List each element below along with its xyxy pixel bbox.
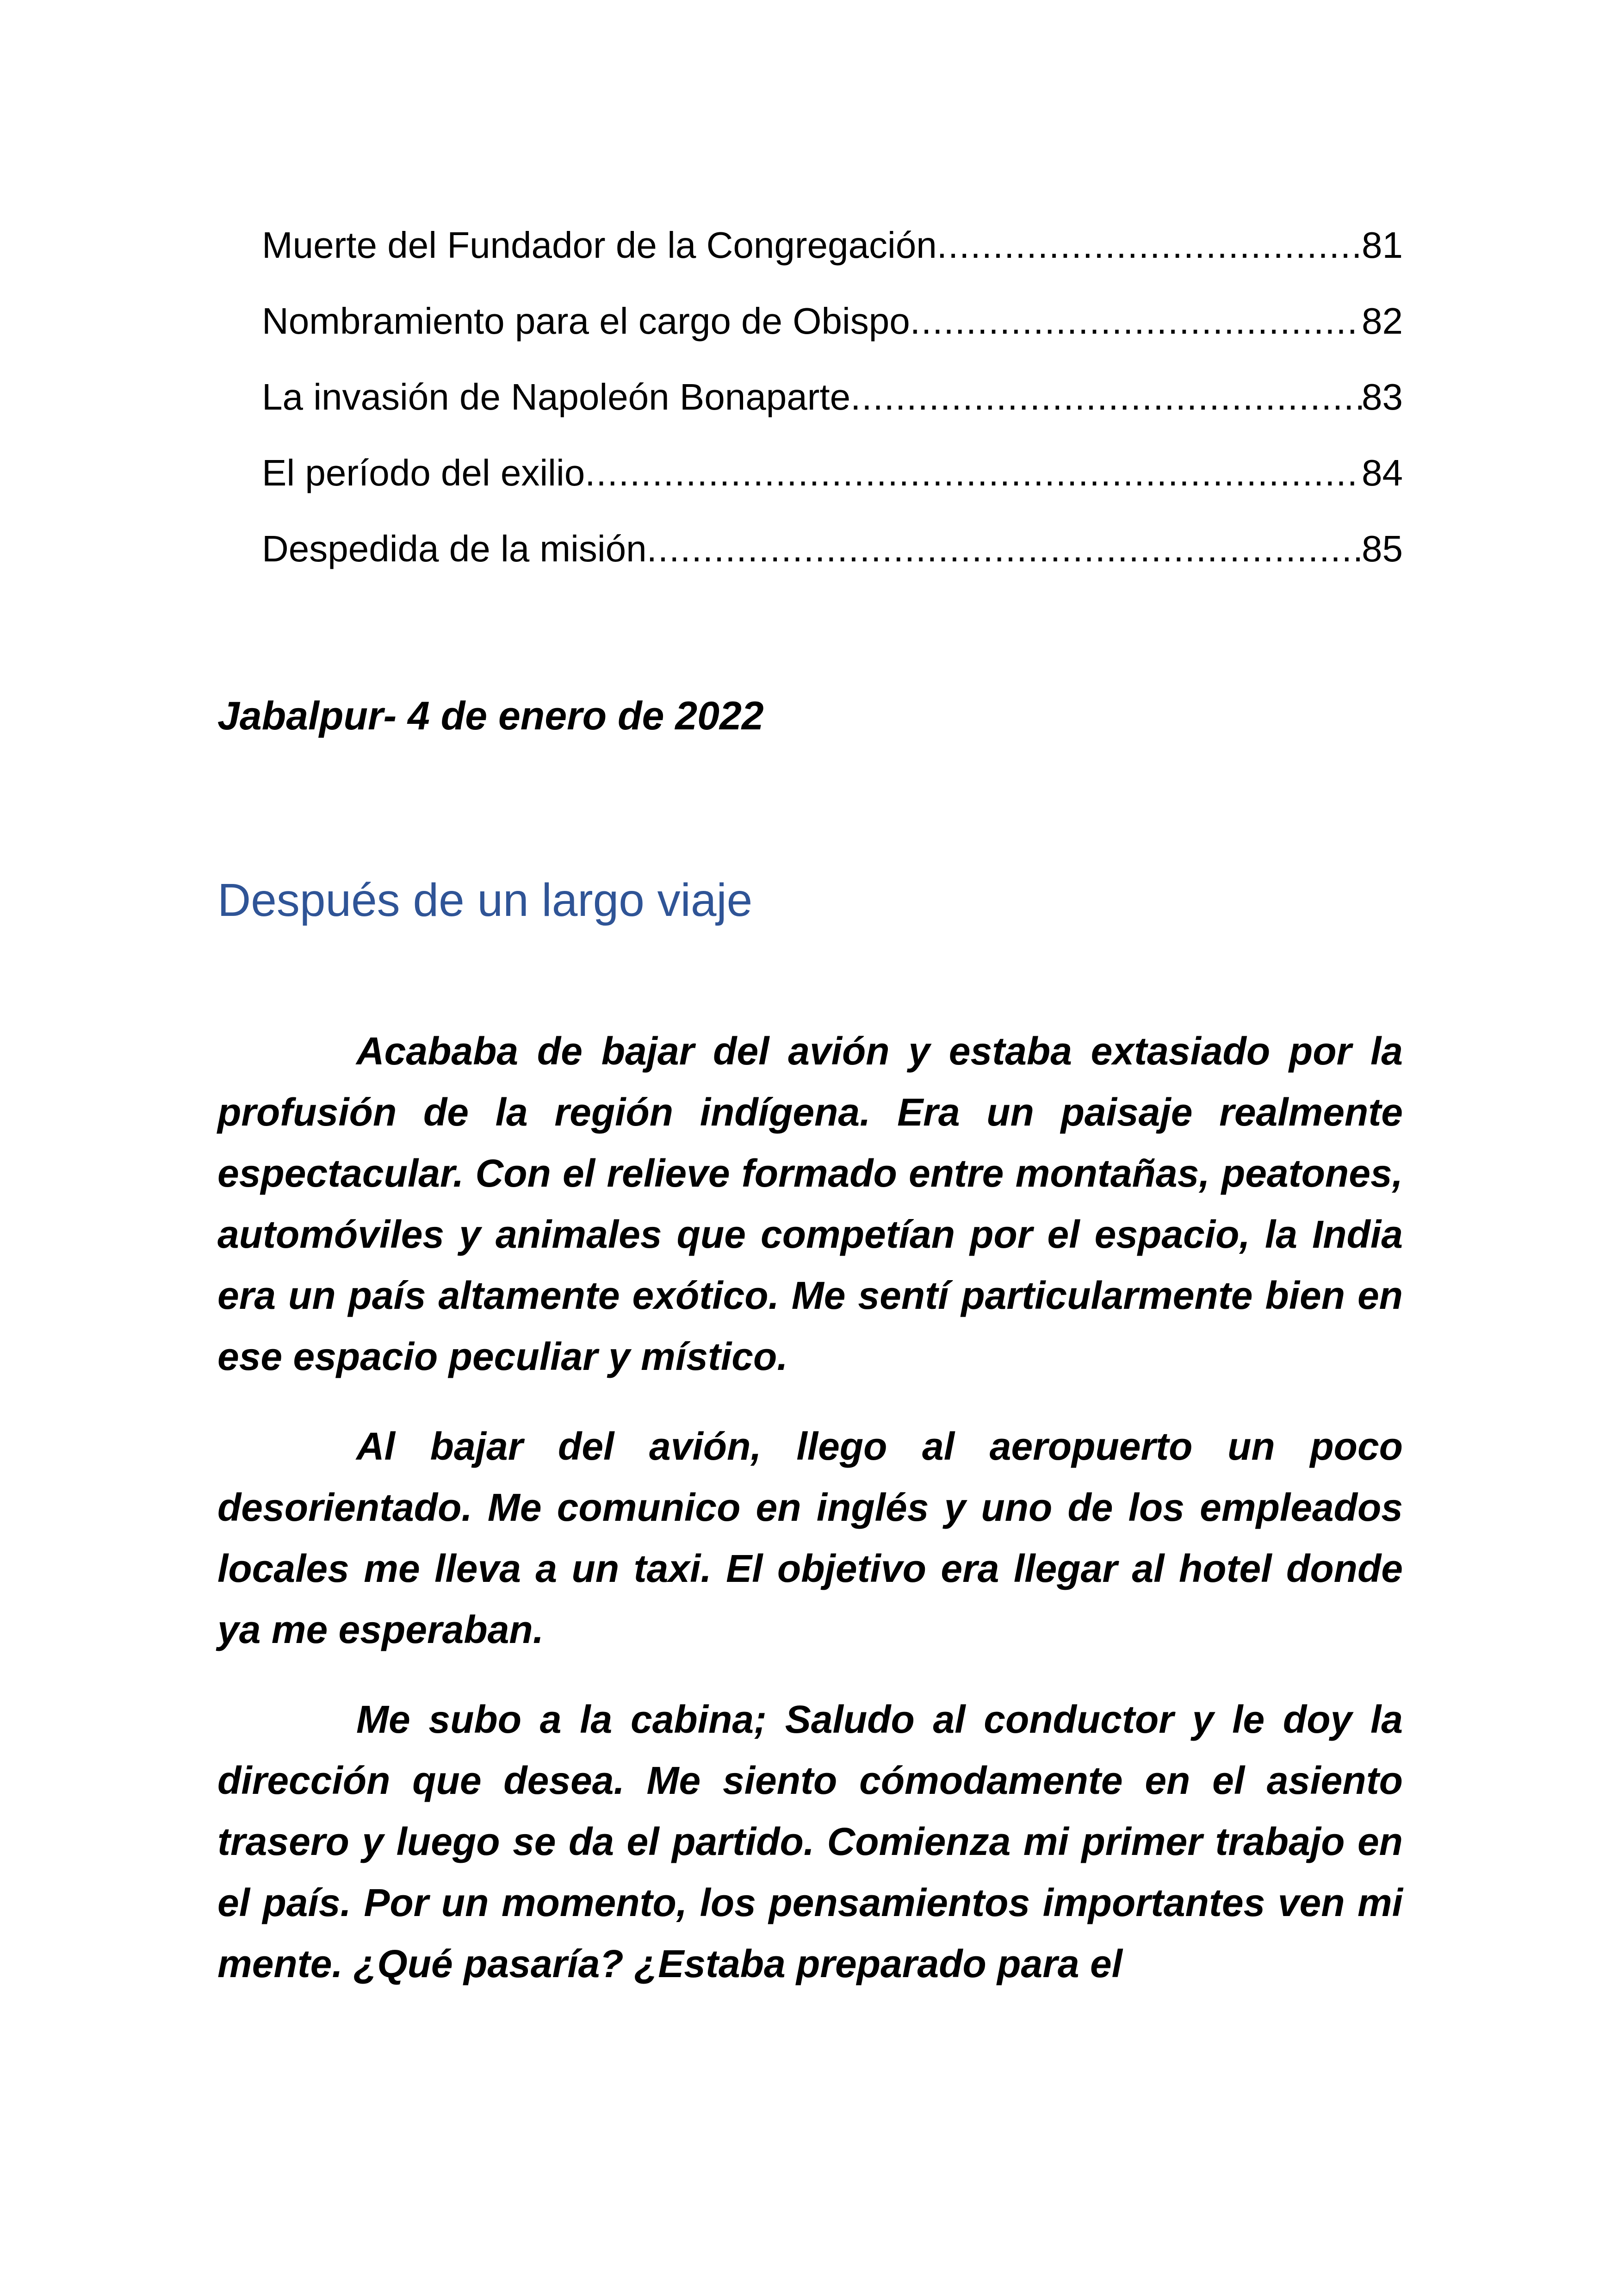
section-heading: Después de un largo viaje xyxy=(217,874,753,926)
toc-entry xyxy=(262,296,1403,372)
toc-entry xyxy=(262,220,1403,296)
toc-entry-title: La invasión de Napoleón Bonaparte xyxy=(262,376,851,417)
toc-dot-leader xyxy=(937,220,1362,271)
toc-entry-page-number: 82 xyxy=(1362,300,1403,342)
toc-entry-title: Despedida de la misión xyxy=(262,528,647,569)
body-text xyxy=(217,1020,1403,2023)
toc-entry-title: El período del exilio xyxy=(262,452,585,493)
body-paragraph: Acababa de bajar del avión y estaba extasiado por la profusión de la región indígena. Era un paisaje realmente espectacular. Con el relieve formado entre montañas, peatones, automóviles y animales que competían por el espacio, la India era un país altamente exótico. Me sentí particularmente bien en ese espacio peculiar y místico. xyxy=(217,1029,1403,1378)
toc-dot-leader xyxy=(585,448,1362,498)
table-of-contents xyxy=(262,220,1403,599)
date-line: Jabalpur- 4 de enero de 2022 xyxy=(217,694,764,738)
toc-entry xyxy=(262,523,1403,599)
toc-entry-title: Nombramiento para el cargo de Obispo xyxy=(262,300,910,342)
toc-dot-leader xyxy=(850,372,1362,423)
toc-entry-page-number: 85 xyxy=(1362,528,1403,569)
toc-entry-page-number: 83 xyxy=(1362,376,1403,417)
toc-entry-page-number: 81 xyxy=(1362,224,1403,266)
toc-entry xyxy=(262,372,1403,448)
toc-entry xyxy=(262,448,1403,523)
body-paragraph: Al bajar del avión, llego al aeropuerto un poco desorientado. Me comunico en inglés y uno de los empleados locales me lleva a un taxi. El objetivo era llegar al hotel donde ya me esperaban. xyxy=(217,1425,1403,1651)
toc-entry-title: Muerte del Fundador de la Congregación xyxy=(262,224,937,266)
toc-dot-leader xyxy=(910,296,1362,347)
toc-entry-page-number: 84 xyxy=(1362,452,1403,493)
body-paragraph: Me subo a la cabina; Saludo al conductor y le doy la dirección que desea. Me siento cómodamente en el asiento trasero y luego se da el partido. Comienza mi primer trabajo en el país. Por un momento, los pensamientos importantes ven mi mente. ¿Qué pasaría? ¿Estaba preparado para el xyxy=(217,1698,1403,1985)
toc-dot-leader xyxy=(647,523,1362,574)
